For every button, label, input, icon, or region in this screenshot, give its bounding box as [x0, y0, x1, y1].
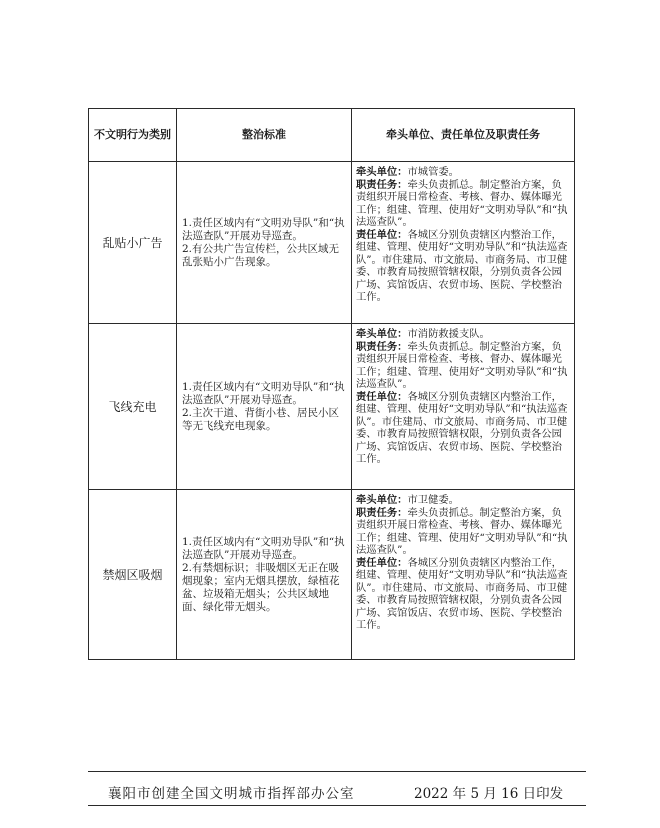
standard-item: 1.责任区域内有“文明劝导队”和“执法巡查队”开展劝导巡查。: [182, 535, 345, 561]
standard-cell: [177, 324, 352, 490]
duty-task: [356, 179, 571, 229]
footer-issue-date: 2022 年 5 月 16 日印发: [414, 786, 564, 802]
lead-unit-label: 牵头单位：: [356, 494, 408, 506]
responsible-units-label: 责任单位：: [356, 556, 408, 569]
header-standard: 整治标准: [177, 109, 352, 162]
table-header-row: [89, 109, 575, 162]
header-category: 不文明行为类别: [89, 109, 177, 162]
responsibility-cell: [352, 162, 575, 324]
lead-unit-label: 牵头单位：: [356, 328, 408, 340]
duty-task: [356, 507, 571, 557]
responsible-units-value: 各城区分别负责辖区内整治工作，组建、管理、使用好“文明劝导队”和“执法巡查队”。市住建局、市文旅局、市商务局、市卫健委、市教育局按照管辖权限，分别负责各公园广场、宾馆饭店、农贸市场、医院、学校整治工作。: [356, 556, 568, 631]
category-cell: 乱贴小广告: [89, 162, 177, 324]
duty-task-label: 职责任务：: [356, 178, 408, 191]
table-row: [89, 324, 575, 490]
responsible-units-value: 各城区分别负责辖区内整治工作，组建、管理、使用好“文明劝导队”和“执法巡查队”。市住建局、市文旅局、市商务局、市卫健委、市教育局按照管辖权限，分别负责各公园广场、宾馆饭店、农贸市场、医院、学校整治工作。: [356, 228, 568, 303]
lead-unit-value: 市城管委。: [407, 166, 459, 178]
lead-unit-value: 市卫健委。: [407, 494, 459, 506]
category-cell: 禁烟区吸烟: [89, 490, 177, 660]
header-responsibility: 牵头单位、责任单位及职责任务: [352, 109, 575, 162]
responsible-units-label: 责任单位：: [356, 390, 408, 403]
standard-cell: [177, 162, 352, 324]
duty-task-value: 牵头负责抓总。制定整治方案，负责组织开展日常检查、考核、督办、媒体曝光工作；组建、管理、使用好“文明劝导队”和“执法巡查队”。: [356, 178, 568, 228]
table-row: [89, 490, 575, 660]
table-row: [89, 162, 575, 324]
category-cell: 飞线充电: [89, 324, 177, 490]
duty-task: [356, 341, 571, 391]
standard-cell: [177, 490, 352, 660]
duty-task-label: 职责任务：: [356, 506, 408, 519]
duty-task-value: 牵头负责抓总。制定整治方案，负责组织开展日常检查、考核、督办、媒体曝光工作；组建、管理、使用好“文明劝导队”和“执法巡查队”。: [356, 340, 568, 390]
responsible-units-value: 各城区分别负责辖区内整治工作，组建、管理、使用好“文明劝导队”和“执法巡查队”。市住建局、市文旅局、市商务局、市卫健委、市教育局按照管辖权限，分别负责各公园广场、宾馆饭店、农贸市场、医院、学校整治工作。: [356, 390, 568, 465]
responsible-units: [356, 557, 571, 632]
responsibility-cell: [352, 324, 575, 490]
footer-bottom-rule: [88, 805, 586, 806]
standard-item: 2.有公共广告宣传栏，公共区域无乱张贴小广告现象。: [182, 242, 340, 268]
responsibility-cell: [352, 490, 575, 660]
footer-issuer: 襄阳市创建全国文明城市指挥部办公室: [108, 786, 355, 802]
lead-unit: [356, 328, 571, 341]
lead-unit-value: 市消防救援支队。: [407, 328, 490, 340]
lead-unit-label: 牵头单位：: [356, 166, 408, 178]
responsible-units: [356, 229, 571, 304]
standard-item: 1.责任区域内有“文明劝导队”和“执法巡查队”开展劝导巡查。: [182, 216, 345, 242]
rectification-table: [88, 108, 575, 660]
responsible-units: [356, 391, 571, 466]
lead-unit: [356, 166, 571, 179]
duty-task-value: 牵头负责抓总。制定整治方案，负责组织开展日常检查、考核、督办、媒体曝光工作；组建、管理、使用好“文明劝导队”和“执法巡查队”。: [356, 506, 568, 556]
duty-task-label: 职责任务：: [356, 340, 408, 353]
standard-item: 2.主次干道、背街小巷、居民小区等无飞线充电现象。: [182, 406, 340, 432]
responsible-units-label: 责任单位：: [356, 228, 408, 241]
lead-unit: [356, 494, 571, 507]
standard-item: 2.有禁烟标识；非吸烟区无正在吸烟现象；室内无烟具摆放，绿植花盆、垃圾箱无烟头；公共区域地面、绿化带无烟头。: [182, 561, 340, 613]
standard-item: 1.责任区域内有“文明劝导队”和“执法巡查队”开展劝导巡查。: [182, 380, 345, 406]
footer-top-rule: [88, 771, 586, 772]
